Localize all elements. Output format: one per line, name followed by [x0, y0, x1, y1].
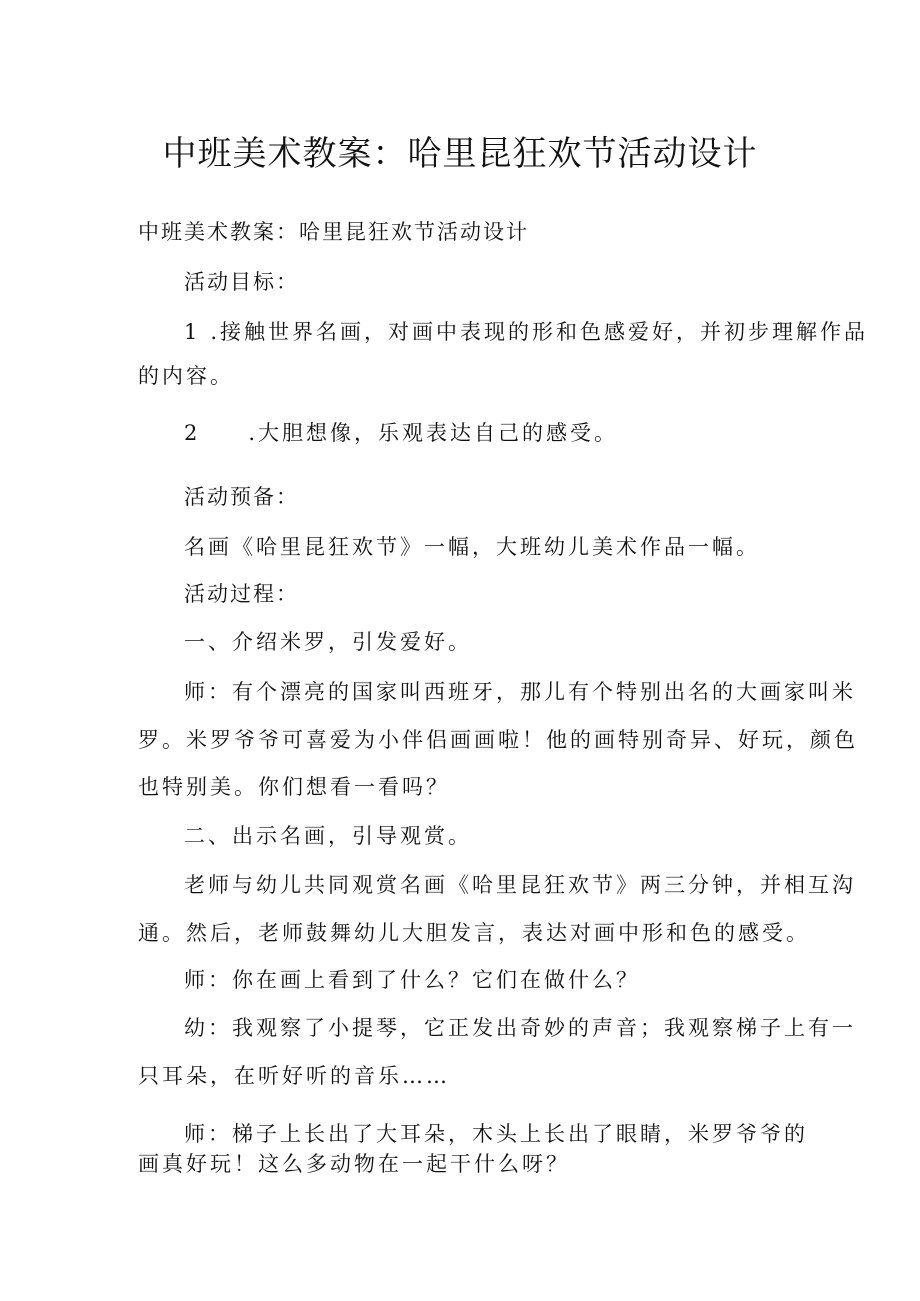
prep-text: 名画《哈里昆狂欢节》一幅，大班幼儿美术作品一幅。 [184, 535, 760, 559]
teacher-3-line-2: 画真好玩！这么多动物在一起干什么呀？ [138, 1152, 570, 1176]
description-line-1: 老师与幼儿共同观赏名画《哈里昆狂欢节》两三分钟，并相互沟 [184, 873, 856, 897]
process-heading: 活动过程： [184, 582, 299, 606]
goal-1-number: 1 [184, 320, 201, 344]
teacher-2-line: 师：你在画上看到了什么？它们在做什么？ [184, 968, 640, 992]
goal-2-line [184, 407, 618, 459]
goal-2-number: 2 [184, 421, 201, 445]
document-title: 中班美术教案：哈里昆狂欢节活动设计 [162, 134, 758, 174]
teacher-3-line-1: 师：梯子上长出了大耳朵，木头上长出了眼睛，米罗爷爷的 [184, 1122, 808, 1146]
teacher-1-line-3: 也特别美。你们想看一看吗？ [138, 775, 450, 799]
step-1-heading: 一、介绍米罗，引发爱好。 [184, 630, 472, 654]
description-line-2: 通。然后，老师鼓舞幼儿大胆发言，表达对画中形和色的感受。 [138, 921, 810, 945]
child-line-2: 只耳朵，在听好听的音乐…… [138, 1064, 450, 1088]
goal-1-text: .接触世界名画，对画中表现的形和色感爱好，并初步理解作品 [210, 320, 869, 344]
goals-heading: 活动目标： [184, 270, 299, 294]
goal-1-line-2: 的内容。 [138, 364, 234, 388]
child-line-1: 幼：我观察了小提琴，它正发出奇妙的声音；我观察梯子上有一 [184, 1016, 856, 1040]
step-2-heading: 二、出示名画，引导观赏。 [184, 824, 472, 848]
goal-1-line-1 [184, 306, 868, 358]
subtitle-line: 中班美术教案：哈里昆狂欢节活动设计 [138, 220, 529, 244]
goal-2-text: .大胆想像，乐观表达自己的感受。 [248, 421, 619, 445]
teacher-1-line-2: 罗。米罗爷爷可喜爱为小伴侣画画啦！他的画特别奇异、好玩，颜色 [138, 728, 858, 752]
prep-heading: 活动预备： [184, 485, 299, 509]
teacher-1-line-1: 师：有个漂亮的国家叫西班牙，那儿有个特别出名的大画家叫米 [184, 680, 856, 704]
